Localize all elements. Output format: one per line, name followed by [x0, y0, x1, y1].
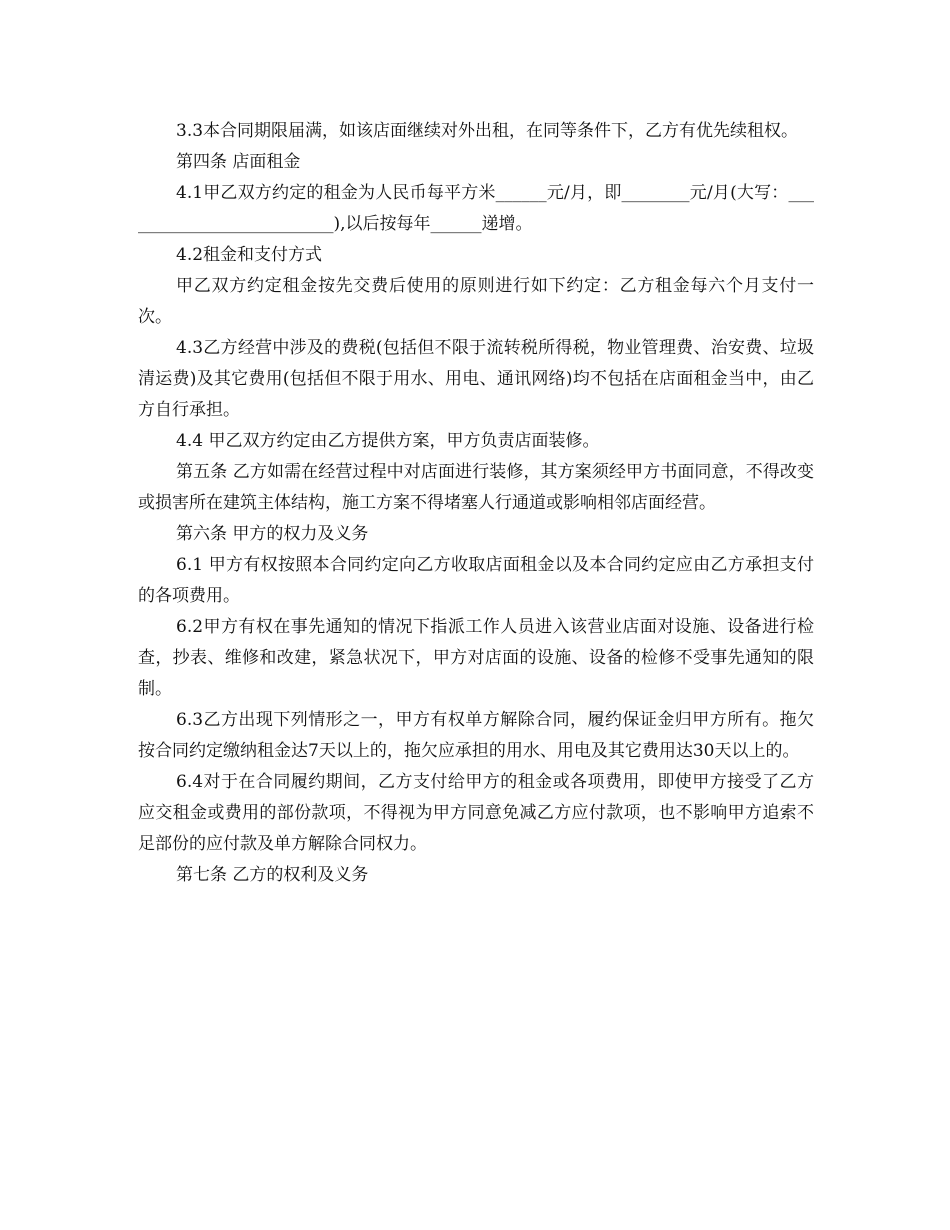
clause-6-4: 6.4对于在合同履约期间，乙方支付给甲方的租金或各项费用，即使甲方接受了乙方应交租金或费用的部份款项，不得视为甲方同意免减乙方应付款项，也不影响甲方追索不足部份的应付款及单方解除合同权力。 [138, 772, 814, 854]
clause-4-2-heading: 4.2租金和支付方式 [176, 245, 323, 265]
clause-4-3: 4.3乙方经营中涉及的费税(包括但不限于流转税所得税，物业管理费、治安费、垃圾清运费)及其它费用(包括但不限于用水、用电、通讯网络)均不包括在店面租金当中，由乙方自行承担。 [138, 338, 814, 420]
article-7-heading: 第七条 乙方的权利及义务 [176, 865, 369, 885]
clause-4-4: 4.4 甲乙双方约定由乙方提供方案，甲方负责店面装修。 [176, 431, 600, 451]
article-4-heading: 第四条 店面租金 [176, 152, 301, 172]
clause-4-2-body: 甲乙双方约定租金按先交费后使用的原则进行如下约定：乙方租金每六个月支付一次。 [138, 276, 814, 327]
clause-3-3: 3.3本合同期限届满，如该店面继续对外出租，在同等条件下，乙方有优先续租权。 [176, 121, 799, 141]
document-body [138, 116, 814, 891]
clause-6-1: 6.1 甲方有权按照本合同约定向乙方收取店面租金以及本合同约定应由乙方承担支付的各项费用。 [138, 555, 814, 606]
article-5: 第五条 乙方如需在经营过程中对店面进行装修，其方案须经甲方书面同意，不得改变或损害所在建筑主体结构，施工方案不得堵塞人行通道或影响相邻店面经营。 [138, 462, 814, 513]
clause-6-3: 6.3乙方出现下列情形之一，甲方有权单方解除合同，履约保证金归甲方所有。拖欠按合同约定缴纳租金达7天以上的，拖欠应承担的用水、用电及其它费用达30天以上的。 [138, 710, 814, 761]
clause-6-2: 6.2甲方有权在事先通知的情况下指派工作人员进入该营业店面对设施、设备进行检查，抄表、维修和改建，紧急状况下，甲方对店面的设施、设备的检修不受事先通知的限制。 [138, 617, 814, 699]
clause-4-1: 4.1甲乙双方约定的租金为人民币每平方米______元/月，即________元/月(大写：__________________________),以后按每年______递增。 [138, 183, 814, 234]
article-6-heading: 第六条 甲方的权力及义务 [176, 524, 369, 544]
